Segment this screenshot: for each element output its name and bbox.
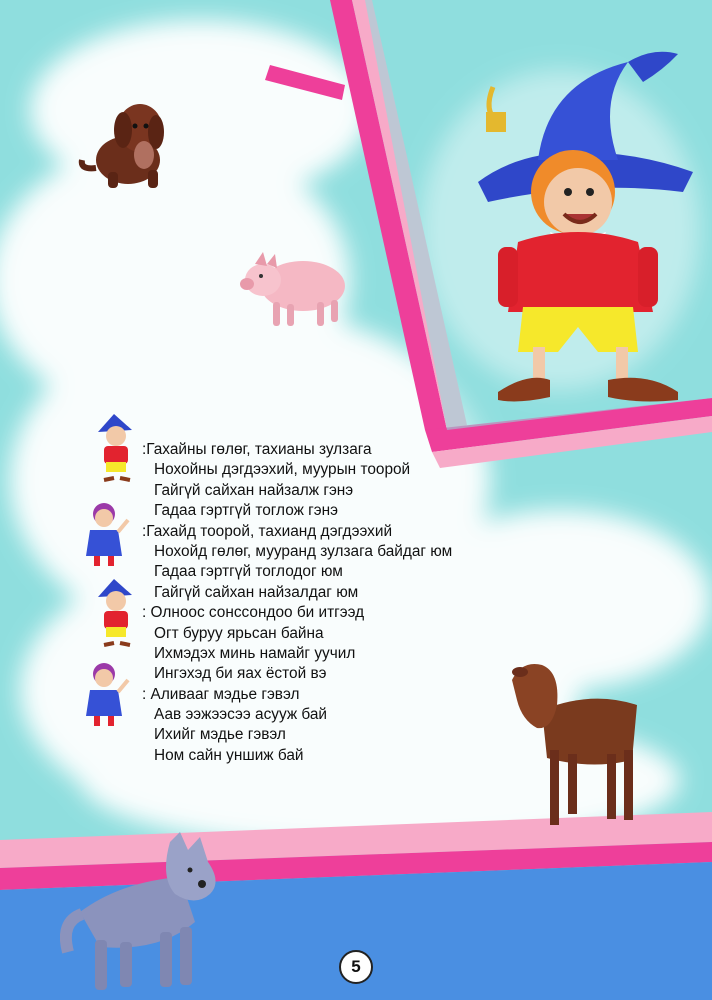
poem-line-13: : Аливааг мэдье гэвэл [142, 685, 300, 703]
brown-puppy-illustration [78, 100, 173, 192]
poem-line-3: Гайгүй сайхан найзалж гэнэ [154, 481, 354, 499]
poem-line-16: Ном сайн уншиж бай [154, 746, 304, 764]
small-girl-icon [82, 500, 132, 570]
poem-line-1: :Гахайны гөлөг, тахианы зулзага [142, 441, 372, 458]
pink-piglet-illustration [235, 248, 350, 330]
poem-line-8: Гайгүй сайхан найзалдаг юм [154, 583, 359, 601]
page-number: 5 [339, 950, 373, 984]
poem-line-15: Ихийг мэдье гэвэл [154, 726, 286, 744]
poem-line-4: Гадаа гэртгүй тоглож гэнэ [154, 502, 338, 520]
poem-line-11: Ихмэдэх минь намайг уучил [154, 644, 356, 662]
small-boy-icon-2 [92, 575, 140, 650]
poem-line-2: Нохойны дэгдээхий, муурын тоорой [154, 461, 411, 479]
poem-text [142, 440, 562, 766]
small-girl-icon-2 [82, 660, 132, 730]
gray-wolf-illustration [60, 832, 230, 997]
poem-line-9: : Олноос сонссондоо би итгээд [142, 604, 365, 622]
poem-line-12: Ингэхэд би яах ёстой вэ [154, 665, 327, 683]
poem-line-5: :Гахайд тоорой, тахианд дэгдээхий [142, 522, 393, 540]
poem-line-6: Нохойд гөлөг, мууранд зулзага байдаг юм [154, 542, 453, 560]
small-boy-icon [92, 410, 140, 485]
poem-line-10: Огт буруу ярьсан байна [154, 624, 324, 642]
boy-in-blue-hat-illustration [478, 42, 700, 404]
poem-line-7: Гадаа гэртгүй тоглодог юм [154, 563, 343, 581]
poem-line-14: Аав ээжээсээ асууж бай [154, 706, 328, 724]
